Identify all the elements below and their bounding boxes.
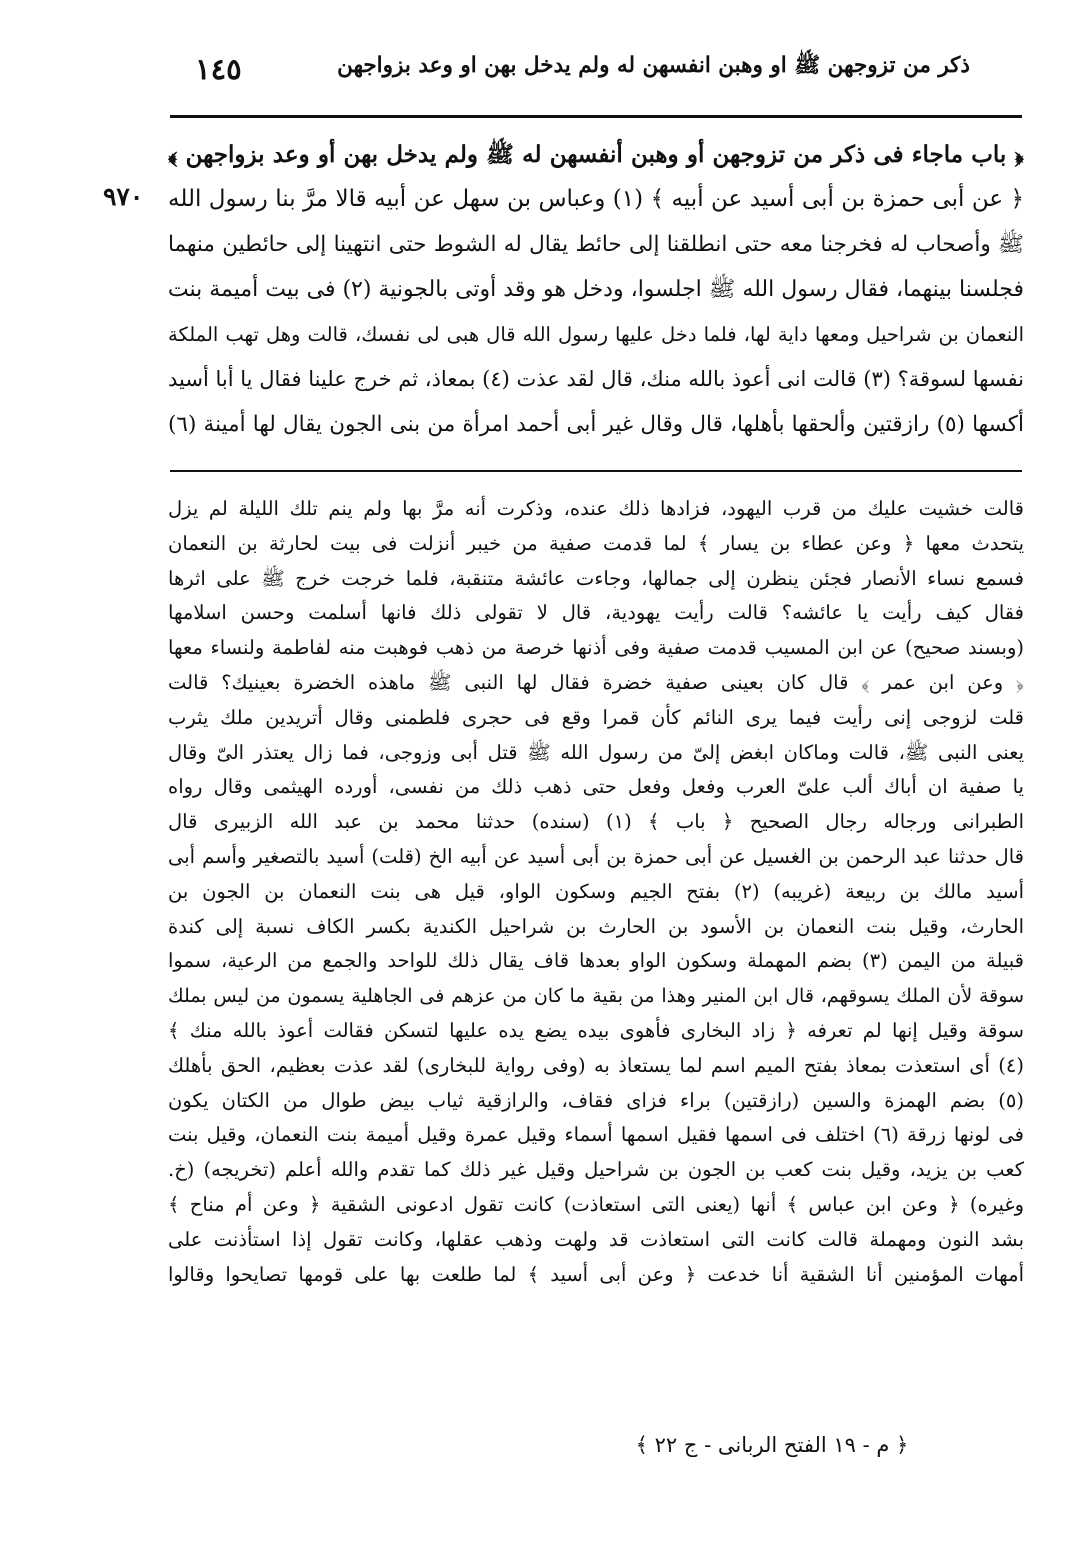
note-line: يا صفية ان أباك ألب علىّ العرب وفعل وفعل حتى ذهب ذلك من نفسى، أورده الهيثمى وقال رواه xyxy=(168,775,1024,799)
note-line: يتحدث معها ﴿ وعن عطاء بن يسار ﴾ لما قدمت صفية من خيبر أنزلت فى بيت لحارثة بن النعمان xyxy=(168,531,1024,555)
note-line: فقال كيف رأيت يا عائشه؟ قالت رأيت يهودية، قال لا تقولى ذلك فانها أسلمت وحسن اسلامها xyxy=(168,601,1024,625)
main-text-line: نفسها لسوقة؟ (٣) قالت انى أعوذ بالله منك، قال لقد عذت (٤) بمعاذ، ثم خرج علينا فقال يا أبا أسيد xyxy=(168,367,1024,391)
main-text-line: أكسها (٥) رازقتين وألحقها بأهلها، قال وقال غير أبى أحمد امرأة من بنى الجون يقال لها أمينة (٦) xyxy=(168,412,1024,437)
note-line: (٥) بضم الهمزة والسين (رازقتين) براء فزاى فقاف، والرازقية ثياب بيض طوال من الكتان يكون xyxy=(168,1088,1024,1112)
chapter-heading: ﴿ باب ماجاء فى ذكر من تزوجهن أو وهبن أنفسهن له ﷺ ولم يدخل بهن أو وعد بزواجهن ﴾ xyxy=(168,141,1024,168)
main-text-line: النعمان بن شراحيل ومعها داية لها، فلما دخل عليها رسول الله قال هبى لى نفسك، قالت وهل تهب الملكة xyxy=(168,323,1024,346)
note-line: سوقة وقيل إنها لم تعرفه ﴿ زاد البخارى فأهوى بيده يضع يده عليها لتسكن فقالت أعوذ بالله منك ﴾ xyxy=(168,1018,1024,1042)
note-line: ﴿ وعن ابن عمر ﴾ قال كان بعينى صفية خضرة فقال لها النبى ﷺ ماهذه الخضرة بعينيك؟ قالت xyxy=(168,670,1024,694)
header-rule xyxy=(170,115,1022,118)
main-text-line: ﴿ عن أبى حمزة بن أبى أسيد عن أبيه ﴾ (١) وعباس بن سهل عن أبيه قالا مرَّ بنا رسول الله xyxy=(168,186,1024,212)
note-line: يعنى النبى ﷺ، قالت وماكان ابغض إلىّ من رسول الله ﷺ قتل أبى وزوجى، فما زال يعتذر الىّ وقال xyxy=(168,740,1024,764)
note-line: فسمع نساء الأنصار فجئن ينظرن إلى جمالها، وجاءت عائشة متنقبة، فلما خرجت خرج ﷺ على اثرها xyxy=(168,566,1024,590)
main-text-line: فجلسنا بينهما، فقال رسول الله ﷺ اجلسوا، ودخل هو وقد أوتى بالجونية (٢) فى بيت أميمة بنت xyxy=(168,277,1024,302)
note-line: أسيد مالك بن ربيعة (غريبه) (٢) بفتح الجيم وسكون الواو، قيل هى بنت النعمان بن الجون بن xyxy=(168,879,1024,903)
note-line: قالت خشيت عليك من قرب اليهود، فزادها ذلك عنده، وذكرت أنه مرَّ بها ولم ينم تلك الليلة لم يزل xyxy=(168,497,1024,520)
main-text xyxy=(168,132,1024,447)
note-line: قبيلة من اليمن (٣) بضم المهملة وسكون الواو بعدها قاف يقال ذلك للواحد والجمع من الرعية، سموا xyxy=(168,949,1024,973)
note-line: (٤) أى استعذت بمعاذ بفتح الميم اسم لما يستعاذ به (وفى رواية للبخارى) لقد عذت بعظيم، الحق بأهلك xyxy=(168,1053,1024,1077)
note-line: (وبسند صحيح) عن ابن المسيب قدمت صفية وفى أذنها خرصة من ذهب فوهبت منه لفاطمة ولنساء معها xyxy=(168,636,1024,660)
note-line: الطبرانى ورجاله رجال الصحيح ﴿ باب ﴾ (١) (سنده) حدثنا محمد بن عبد الله الزبيرى قال xyxy=(168,810,1024,834)
commentary-notes xyxy=(168,492,1024,1292)
main-text-line: ﷺ وأصحاب له فخرجنا معه حتى انطلقنا إلى حائط يقال له الشوط حتى انتهينا إلى حائطين منهما xyxy=(168,232,1024,257)
note-line: فى لونها زرقة (٦) اختلف فى اسمها فقيل اسمها أسماء وقيل عمرة وقيل أميمة بنت النعمان، وقيل بنت xyxy=(168,1123,1024,1147)
printer-signature: ﴿ م - ١٩ الفتح الربانى - ج ٢٢ ﴾ xyxy=(635,1433,909,1457)
note-line: الحارث، وقيل بنت النعمان بن الأسود بن الحارث بن شراحيل الكندية بكسر الكاف نسبة إلى كندة xyxy=(168,914,1024,938)
note-line: أمهات المؤمنين أنا الشقية أنا خدعت ﴿ وعن أبى أسيد ﴾ لما طلعت بها على قومها تصايحوا وقالوا xyxy=(168,1262,1024,1286)
note-line: قال حدثنا عبد الرحمن بن الغسيل عن أبى حمزة بن أبى أسيد عن أبيه الخ (قلت) أسيد بالتصغير وأسم أبى xyxy=(168,844,1024,868)
page-number: ١٤٥ xyxy=(195,52,242,86)
note-line: وغيره) ﴿ وعن ابن عباس ﴾ أنها (يعنى التى استعاذت) كانت تقول ادعونى الشقية ﴿ وعن أم مناح ﴾ xyxy=(168,1192,1024,1216)
note-line: بشد النون ومهملة قالت كانت التى استعاذت قد ولهت وذهب عقلها، وكانت تقول إذا استأذنت على xyxy=(168,1227,1024,1251)
note-line: قلت لزوجى إنى رأيت فيما يرى النائم كأن قمرا وقع فى حجرى فلطمنى وقال أتريدين ملك يثرب xyxy=(168,705,1024,729)
running-title: ذكر من تزوجهن ﷺ او وهبن انفسهن له ولم يدخل بهن او وعد بزواجهن xyxy=(337,53,970,78)
hadith-number: ٩٧٠ xyxy=(103,182,144,211)
note-line: كعب بن يزيد، وقيل بنت كعب بن الجون بن شراحيل وقيل غير ذلك كما تقدم والله أعلم (تخريجه) (خ. xyxy=(168,1158,1024,1182)
footnote-separator-rule xyxy=(170,470,1022,472)
note-line: سوقة لأن الملك يسوقهم، قال ابن المنير وهذا من بقية ما كان من عزهم فى الجاهلية يسمون من ليس بملك xyxy=(168,985,1024,1008)
